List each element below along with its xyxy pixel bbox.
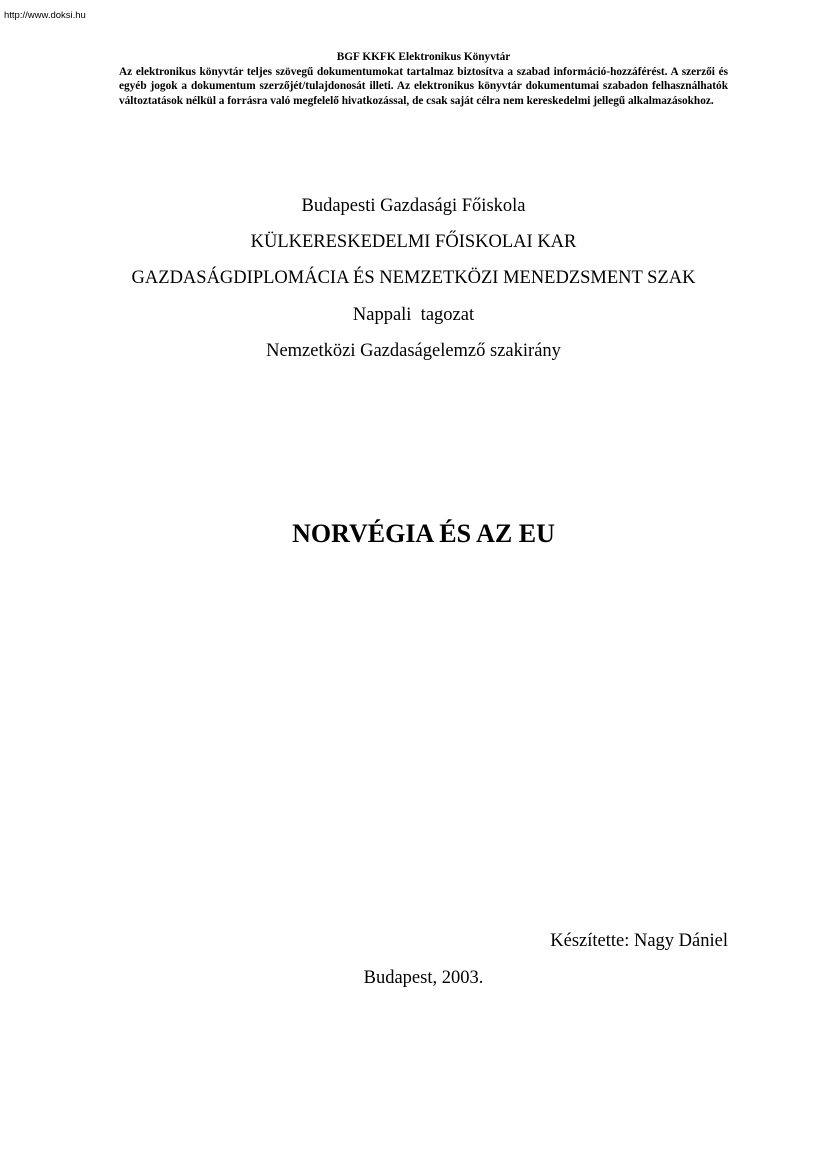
library-notice [119,50,728,108]
program-name: Nappali tagozat [352,305,475,325]
notice-title: BGF KKFK Elektronikus Könyvtár [336,51,511,63]
specialization-name: Nemzetközi Gazdaságelemző szakirány [266,341,561,361]
thesis-title: NORVÉGIA ÉS AZ EU [292,519,555,548]
author-line: Készítette: Nagy Dániel [550,931,728,951]
source-url: http://www.doksi.hu [4,10,86,21]
faculty-name: KÜLKERESKEDELMI FŐISKOLAI KAR [250,232,577,252]
place-date: Budapest, 2003. [363,968,484,988]
major-name: GAZDASÁGDIPLOMÁCIA ÉS NEMZETKÖZI MENEDZSMENT SZAK [131,268,696,288]
school-name: Budapesti Gazdasági Főiskola [301,196,526,216]
notice-body: Az elektronikus könyvtár teljes szövegű dokumentumokat tartalmaz biztosítva a szabad információ-hozzáférést. A szerzői és egyéb jogok a dokumentum szerzőjét/tulajdonosát illeti. Az elektronikus könyvtár dokumentumai szabadon felhasználhatók változtatások nélkül a forrásra való megfelelő hivatkozással, de csak saját célra nem kereskedelmi jellegű alkalmazásokhoz. [119,65,728,107]
